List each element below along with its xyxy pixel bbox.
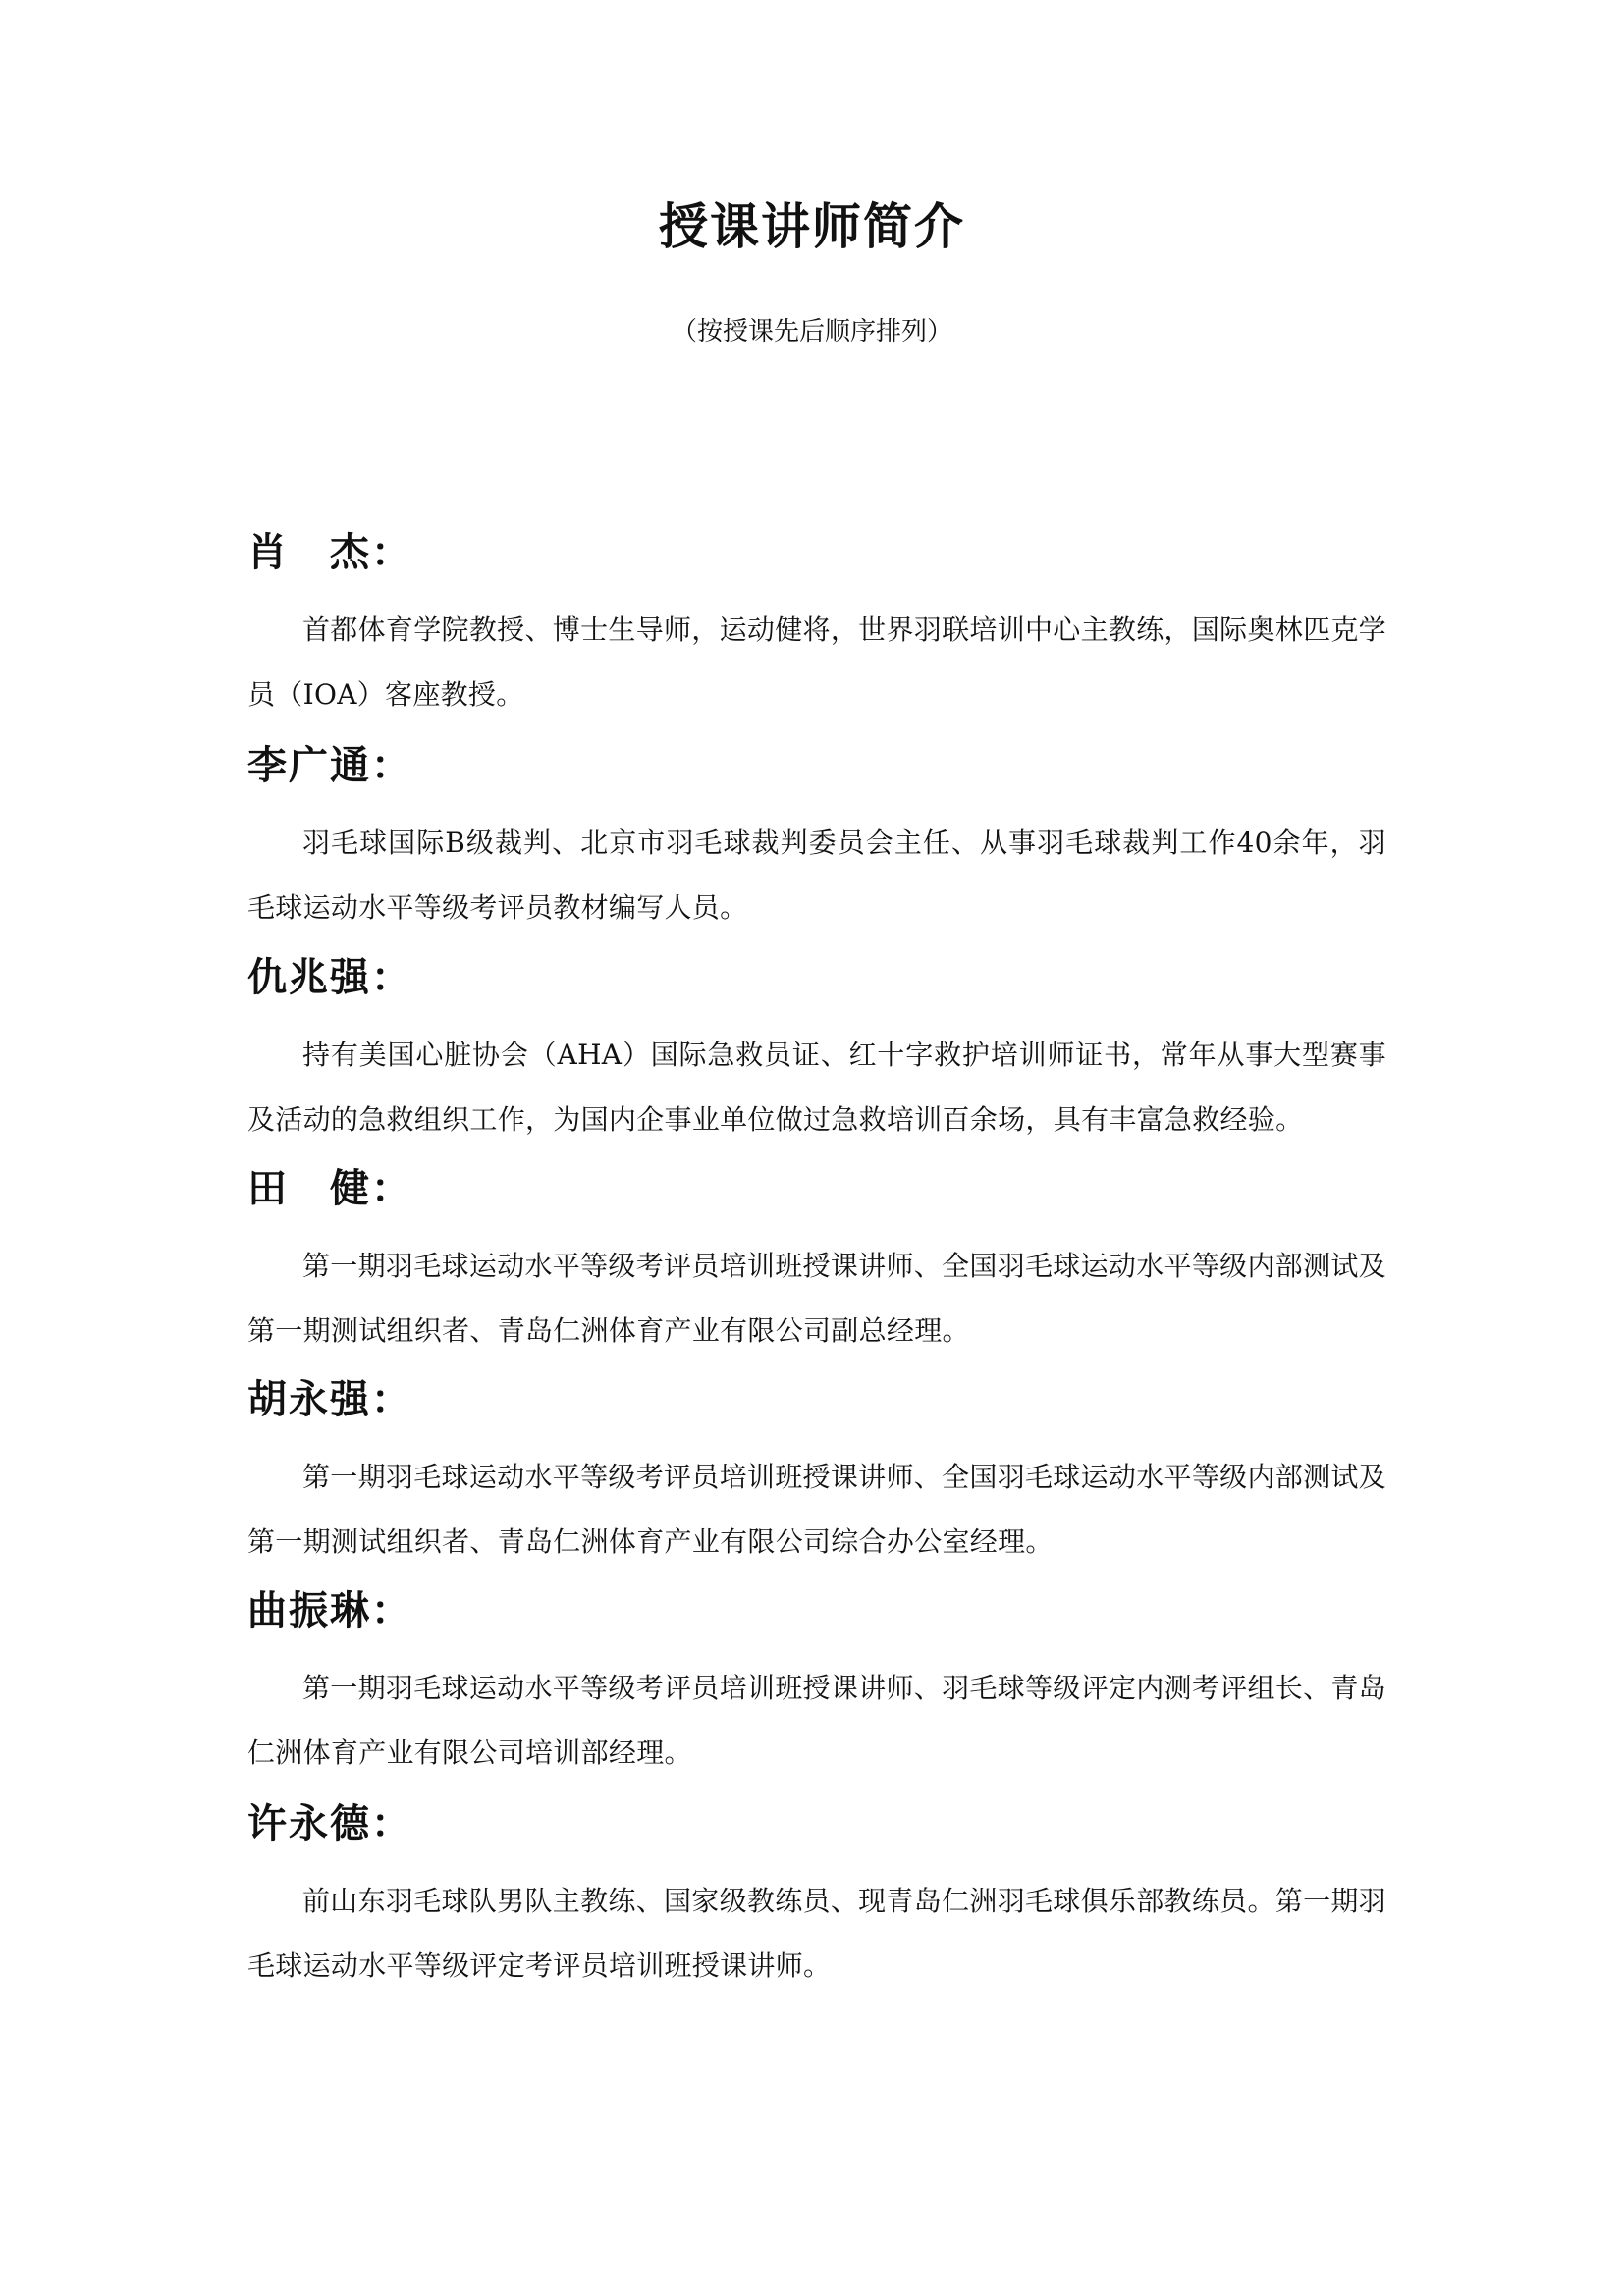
lecturer-name: 肖 杰： [247,529,412,575]
page-title: 授课讲师简介 [659,197,965,255]
lecturer-section [247,738,1386,940]
lecturer-section [247,950,1386,1152]
lecturer-section [247,1796,1386,1999]
lecturer-bio: 羽毛球国际B级裁判、北京市羽毛球裁判委员会主任、从事羽毛球裁判工作40余年，羽毛球运动水平等级考评员教材编写人员。 [247,827,1386,924]
lecturer-name: 曲振琳： [247,1587,412,1633]
lecturer-section [247,1583,1386,1786]
lecturer-bio: 持有美国心脏协会（AHA）国际急救员证、红十字救护培训师证书，常年从事大型赛事及活动的急救组织工作，为国内企事业单位做过急救培训百余场，具有丰富急救经验。 [247,1039,1386,1136]
lecturer-name: 仇兆强： [247,954,412,1000]
lecturer-name: 李广通： [247,742,412,788]
page-subtitle: （按授课先后顺序排列） [671,317,952,347]
lecturer-bio: 前山东羽毛球队男队主教练、国家级教练员、现青岛仁洲羽毛球俱乐部教练员。第一期羽毛球运动水平等级评定考评员培训班授课讲师。 [247,1885,1386,1982]
lecturer-bio: 第一期羽毛球运动水平等级考评员培训班授课讲师、全国羽毛球运动水平等级内部测试及第一期测试组织者、青岛仁洲体育产业有限公司副总经理。 [247,1250,1386,1347]
lecturer-name: 胡永强： [247,1376,412,1422]
lecturer-section [247,1372,1386,1575]
lecturer-bio: 第一期羽毛球运动水平等级考评员培训班授课讲师、羽毛球等级评定内测考评组长、青岛仁洲体育产业有限公司培训部经理。 [247,1672,1386,1769]
lecturer-name: 许永德： [247,1800,412,1846]
lecturer-bio: 第一期羽毛球运动水平等级考评员培训班授课讲师、全国羽毛球运动水平等级内部测试及第一期测试组织者、青岛仁洲体育产业有限公司综合办公室经理。 [247,1461,1386,1558]
lecturer-bio: 首都体育学院教授、博士生导师，运动健将，世界羽联培训中心主教练，国际奥林匹克学员（IOA）客座教授。 [247,614,1386,711]
lecturer-section [247,1161,1386,1363]
lecturer-section [247,525,1386,727]
lecturer-name: 田 健： [247,1165,412,1211]
